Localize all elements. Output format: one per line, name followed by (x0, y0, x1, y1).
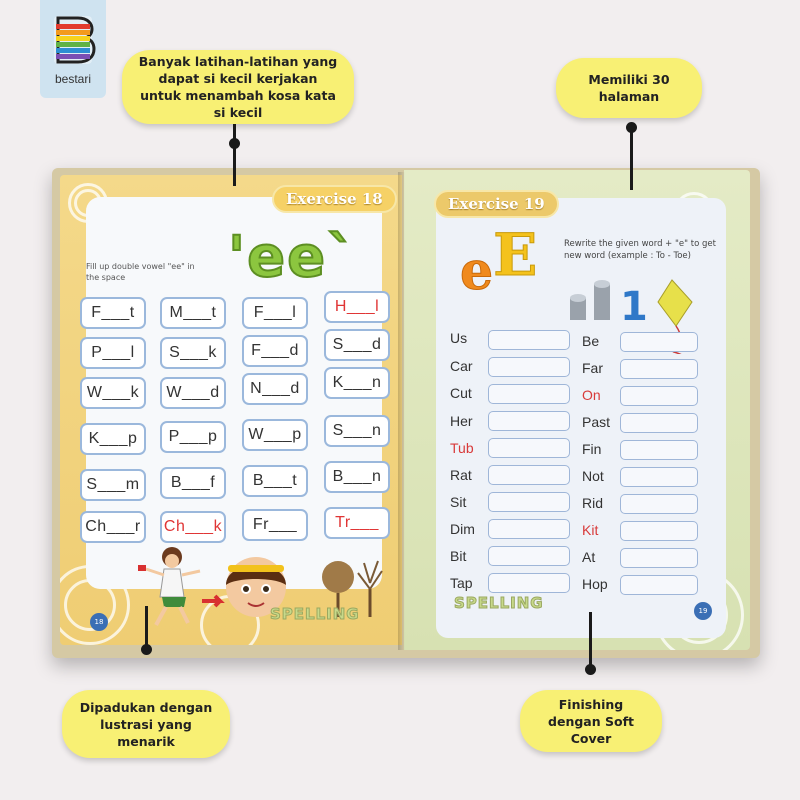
exercise-18-title: Exercise 18 (272, 185, 397, 213)
fill-cell: B___f (160, 467, 226, 499)
answer-box[interactable] (488, 573, 570, 593)
word-right: Not (582, 468, 604, 484)
fill-cell: K___n (324, 367, 390, 399)
fill-cell: W___p (242, 419, 308, 451)
answer-box[interactable] (620, 548, 698, 568)
answer-box[interactable] (620, 359, 698, 379)
answer-box[interactable] (488, 384, 570, 404)
word-right: Rid (582, 495, 604, 511)
answer-box[interactable] (620, 575, 698, 595)
word-left: Sit (450, 494, 467, 510)
word-left: Cut (450, 385, 472, 401)
exercise-19-instruction: Rewrite the given word + "e" to get new word (example : To - Toe) (564, 239, 716, 261)
fill-cell: Ch___r (80, 511, 146, 543)
fill-cell: F___t (80, 297, 146, 329)
callout-pin-line (589, 612, 592, 670)
fill-cell: H___l (324, 291, 390, 323)
fill-cell: F___l (242, 297, 308, 329)
fill-cell: B___t (242, 465, 308, 497)
fill-cell: Ch___k (160, 511, 226, 543)
word-right: Fin (582, 441, 602, 457)
callout-pin-dot (141, 644, 152, 655)
word-left: Tub (450, 440, 474, 456)
number-one-icon: 1 (620, 284, 648, 330)
fill-cell: Tr___ (324, 507, 390, 539)
answer-box[interactable] (620, 440, 698, 460)
callout-exercises: Banyak latihan-latihan yang dapat si kecil kerjakan untuk menambah kosa kata si kecil (122, 50, 354, 124)
brand-logo (40, 0, 106, 98)
word-left: Us (450, 330, 468, 346)
word-right: On (582, 387, 601, 403)
fill-cell: W___d (160, 377, 226, 409)
callout-pages: Memiliki 30 halaman (556, 58, 702, 118)
word-right: Far (582, 360, 603, 376)
word-right: Be (582, 333, 600, 349)
fill-cell: W___k (80, 377, 146, 409)
page-number: 19 (694, 602, 712, 620)
brand-name: bestari (54, 72, 92, 86)
callout-pin-line (233, 124, 236, 186)
book-spine (398, 172, 408, 650)
word-right: Kit (582, 522, 599, 538)
callout-soft-cover: Finishing dengan Soft Cover (520, 690, 662, 752)
answer-box[interactable] (488, 465, 570, 485)
fill-cell: S___d (324, 329, 390, 361)
word-left: Car (450, 358, 473, 374)
word-left: Rat (450, 467, 472, 483)
answer-box[interactable] (488, 492, 570, 512)
callout-illustrations: Dipadukan dengan lustrasi yang menarik (62, 690, 230, 758)
answer-box[interactable] (488, 411, 570, 431)
small-e-letter: e (460, 241, 494, 302)
exercise-19-title: Exercise 19 (434, 190, 559, 218)
answer-box[interactable] (620, 521, 698, 541)
answer-box[interactable] (620, 332, 698, 352)
answer-box[interactable] (620, 494, 698, 514)
fill-cell: S___k (160, 337, 226, 369)
fill-cell: B___n (324, 461, 390, 493)
fill-cell: P___p (160, 421, 226, 453)
fill-cell: Fr___ (242, 509, 308, 541)
big-E-letter: E (493, 221, 538, 289)
fill-cell: S___m (80, 469, 146, 501)
ee-heading: 'ee` (228, 225, 358, 290)
word-left: Bit (450, 548, 467, 564)
cylinders-icon (570, 280, 610, 320)
word-right: Past (582, 414, 611, 430)
word-right: Hop (582, 576, 608, 592)
answer-box[interactable] (488, 546, 570, 566)
fill-cell: S___n (324, 415, 390, 447)
spelling-logo: SPELLING (270, 605, 360, 623)
right-page (404, 170, 750, 650)
callout-pin-dot (585, 664, 596, 675)
word-left: Tap (450, 575, 473, 591)
word-left: Dim (450, 521, 475, 537)
left-page (60, 175, 402, 645)
page-number: 18 (90, 613, 108, 631)
fill-cell: F___d (242, 335, 308, 367)
answer-box[interactable] (488, 438, 570, 458)
arrow-icon (202, 596, 220, 606)
answer-box[interactable] (620, 467, 698, 487)
fill-cell: K___p (80, 423, 146, 455)
answer-box[interactable] (620, 386, 698, 406)
callout-pin-dot (229, 138, 240, 149)
eE-heading (460, 221, 538, 304)
fill-cell: P___l (80, 337, 146, 369)
exercise-18-instruction: Fill up double vowel "ee" in the space (86, 262, 195, 282)
answer-box[interactable] (488, 330, 570, 350)
answer-box[interactable] (620, 413, 698, 433)
callout-pin-line (630, 126, 633, 190)
fill-cell: M___t (160, 297, 226, 329)
answer-box[interactable] (488, 357, 570, 377)
answer-box[interactable] (488, 519, 570, 539)
fill-cell: N___d (242, 373, 308, 405)
spelling-logo: SPELLING (454, 594, 544, 612)
callout-pin-dot (626, 122, 637, 133)
word-left: Her (450, 413, 473, 429)
bestari-logo-icon (50, 14, 96, 66)
word-right: At (582, 549, 596, 565)
